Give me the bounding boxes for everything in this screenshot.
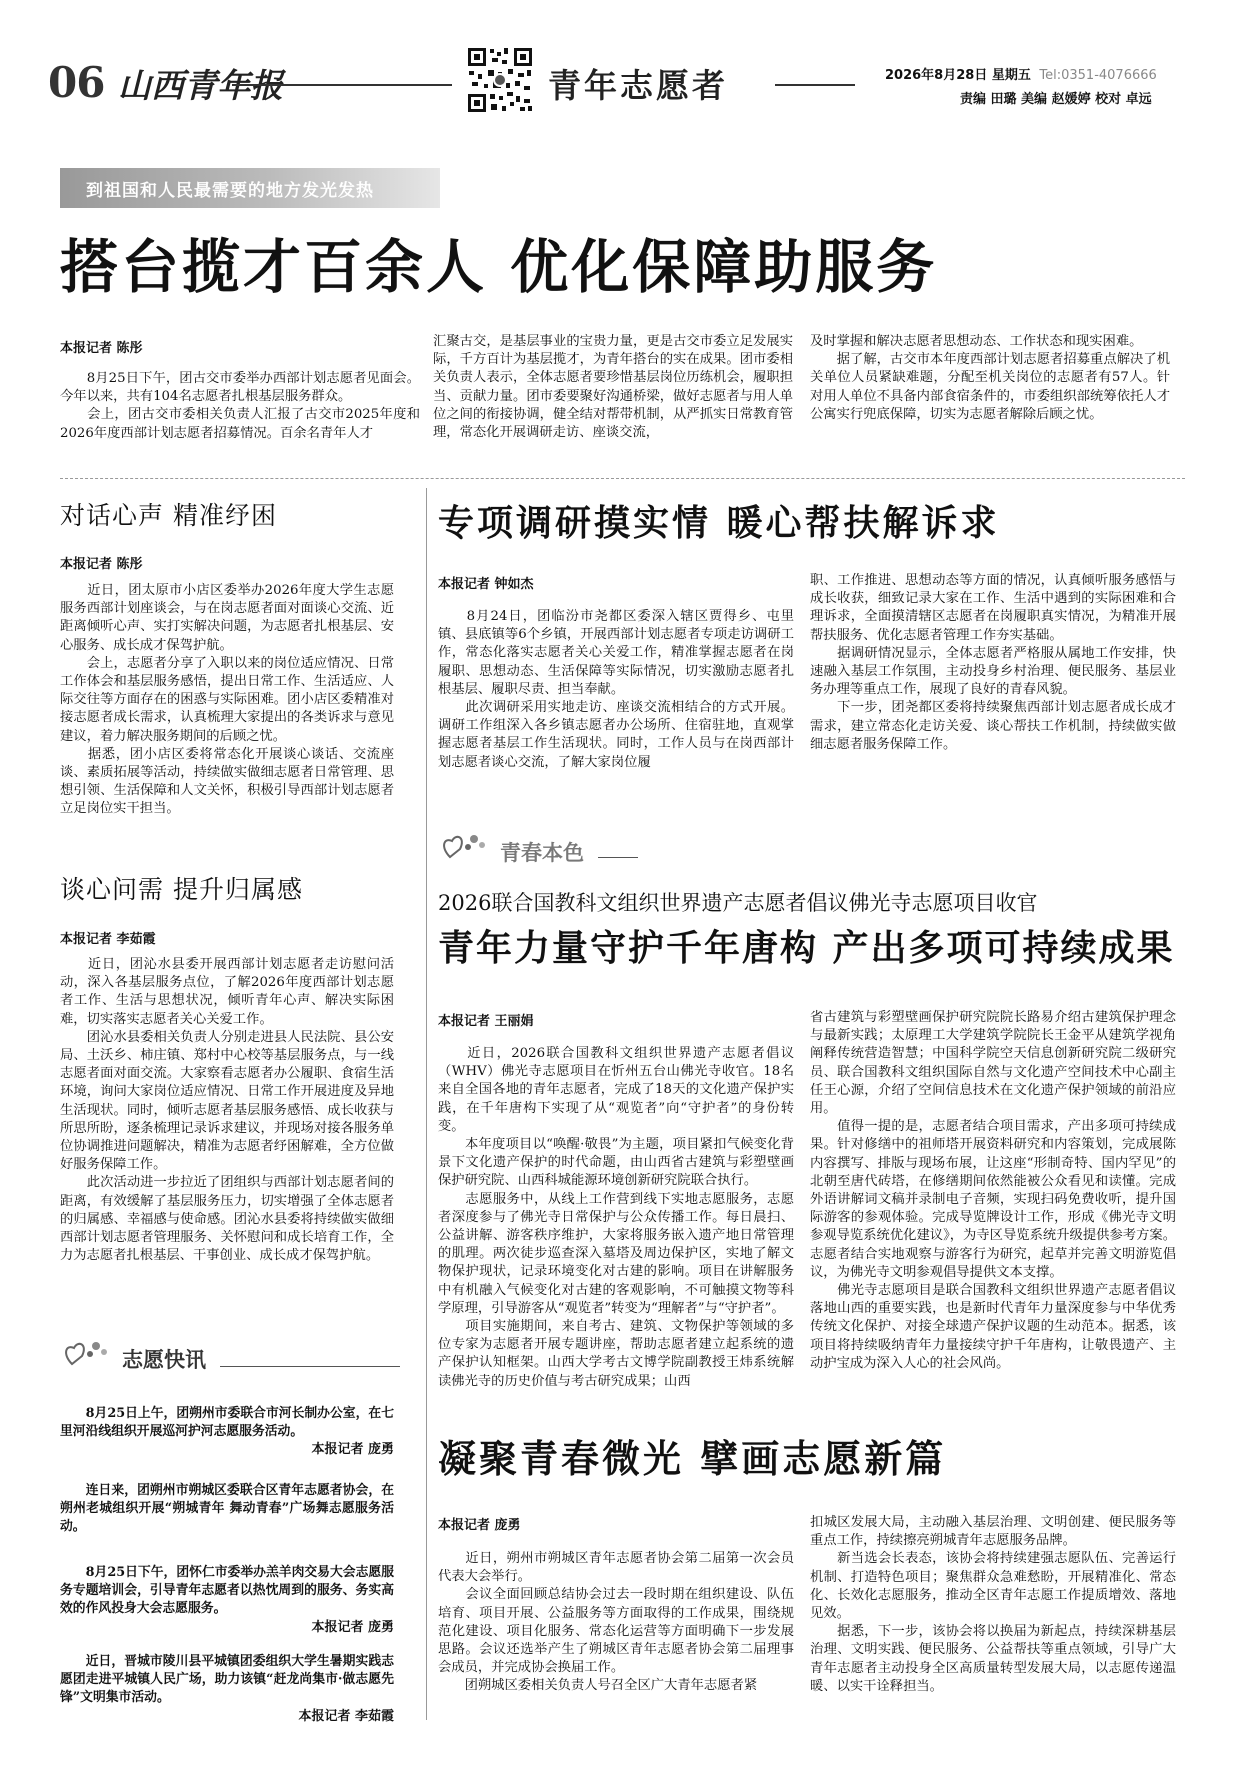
kuaixun-item [60, 1564, 394, 1637]
qr-code-icon [466, 46, 534, 114]
kuaixun-item [60, 1653, 394, 1726]
kuaixun-item-text: 连日来，团朔州市朔城区委联合区青年志愿者协会，在朔州老城组织开展“朔城青年 舞动青春”广场舞志愿服务活动。 [60, 1483, 394, 1535]
kuaixun-item [60, 1482, 394, 1537]
article-d-col-2: 省古建筑与彩塑壁画保护研究院院长路易介绍古建筑保护理念与最新实践；太原理工大学建筑学院院长王金平从建筑学视角阐释传统营造智慧；中国科学院空天信息创新研究院二级研究员、联合国教科文组织国际自然与文化遗产空间技术中心副主任王心源，介绍了空间信息技术在文化遗产保护领域的前沿应用。 值得一提的是，志愿者结合项目需求，产出多项可持续成果。针对修缮中的祖师塔开展资料研究和内容策划，完成展陈内容撰写、排版与现场布展，让这座“形制奇特、国内罕见”的北朝至唐代砖塔，在修缮期间依然能被公众看见和读懂。完成外语讲解词文稿并录制电子音频，实现扫码免费收听，提升国际游客的参观体验。完成导览牌设计工作，形成《佛光寺文明参观导览系统优化建议》，为寺区导览系统升级提供参考方案。志愿者结合实地观察与游客行为研究，起草并完善文明游览倡议，为佛光寺文明参观倡导提供文本支撑。 佛光寺志愿项目是联合国教科文组织世界遗产志愿者倡议落地山西的重要实践，也是新时代青年力量深度参与中华优秀传统文化保护、对接全球遗产保护议题的生动范本。据悉，该项目将持续吸纳青年力量接续守护千年唐构，让敬畏遗产、主动护宝成为深入人心的社会风尚。 [810, 1010, 1176, 1371]
heart-hands-icon [438, 829, 498, 869]
article-d-byline: 本报记者 王丽娟 [438, 1014, 534, 1029]
qingchun-rule [598, 857, 638, 858]
date-text: 2026年8月28日 星期五 [885, 68, 1031, 83]
article-c-col-1: 8月24日，团临汾市尧都区委深入辖区贾得乡、屯里镇、县底镇等6个乡镇，开展西部计划志愿者专项走访调研工作，常态化落实志愿者关心关爱工作，精准掌握志愿者在岗履职、思想动态、生活保障等实际情况，切实激励志愿者扎根基层、履职尽责、担当奉献。 此次调研采用实地走访、座谈交流相结合的方式开展。调研工作组深入各乡镇志愿者办公场所、住宿驻地，直观掌握志愿者基层工作生活现状。同时，工作人员与在岗西部计划志愿者谈心交流，了解大家岗位履 [438, 609, 794, 770]
article-a-byline: 本报记者 陈彤 [60, 557, 143, 572]
section-title: 青年志愿者 [548, 66, 728, 105]
qingchun-tag [438, 829, 638, 869]
kuaixun-item-text: 8月25日上午，团朔州市委联合市河长制办公室，在七里河沿线组织开展巡河护河志愿服务活动。 [60, 1406, 394, 1440]
article-e-col-2: 扣城区发展大局，主动融入基层治理、文明创建、便民服务等重点工作，持续擦亮朔城青年志愿服务品牌。 新当选会长表态，该协会将持续建强志愿队伍、完善运行机制、打造特色项目；聚焦群众急难愁盼，开展精准化、常态化、长效化志愿服务，推动全区青年志愿工作提质增效、落地见效。 据悉，下一步，该协会将以换届为新起点，持续深耕基层治理、文明实践、便民服务、公益帮扶等重点领域，引导广大青年志愿者主动投身全区高质量转型发展大局，以志愿传递温暖、以实干诠释担当。 [810, 1515, 1176, 1694]
article-b-title: 谈心问需 提升归属感 [60, 875, 303, 904]
article-a-title: 对话心声 精准纾困 [60, 501, 277, 530]
masthead-rule-right [775, 84, 855, 86]
kuaixun-label: 志愿快讯 [122, 1348, 206, 1372]
issue-date [885, 64, 1157, 83]
kuaixun-item-author: 本报记者 庞勇 [311, 1442, 394, 1458]
kuaixun-item-author: 本报记者 李茹霞 [298, 1708, 394, 1724]
kuaixun-item [60, 1405, 394, 1459]
article-d-kicker: 2026联合国教科文组织世界遗产志愿者倡议佛光寺志愿项目收官 [438, 891, 1038, 915]
article-b-text: 近日，团沁水县委开展西部计划志愿者走访慰问活动，深入各基层服务点位，了解2026年度西部计划志愿者工作、生活与思想状况，倾听青年心声、解决实际困难，切实落实志愿者关心关爱工作。 团沁水县委相关负责人分别走进县人民法院、县公安局、土沃乡、柿庄镇、郑村中心校等基层服务点，与一线志愿者面对面交流。大家察看志愿者办公履职、食宿生活环境，询问大家岗位适应情况、日常工作开展进度及异地生活现状。同时，倾听志愿者基层服务感悟、成长收获与所思所盼，逐条梳理记录诉求建议，并现场对接各服务单位协调推进问题解决，精准为志愿者纾困解难，全方位做好服务保障工作。 此次活动进一步拉近了团组织与西部计划志愿者间的距离，有效缓解了基层服务压力，切实增强了全体志愿者的归属感、幸福感与使命感。团沁水县委将持续做实做细西部计划志愿者管理服务、关怀慰问和成长培育工作，全力为志愿者扎根基层、干事创业、成长成才保驾护航。 [60, 957, 394, 1264]
paper-logo: 山西青年报 [118, 66, 283, 105]
page-number: 06 [48, 58, 105, 107]
article-e-title: 凝聚青春微光 擘画志愿新篇 [438, 1437, 947, 1481]
banner-headline: 搭台揽才百余人 优化保障助服务 [60, 233, 938, 301]
tel-text: Tel:0351-4076666 [1039, 68, 1157, 83]
article-d-title: 青年力量守护千年唐构 产出多项可持续成果 [438, 928, 1175, 969]
banner-col-3: 及时掌握和解决志愿者思想动态、工作状态和现实困难。 据了解，古交市本年度西部计划志愿者招募重点解决了机关单位人员紧缺难题，分配至机关岗位的志愿者有57人。针对用人单位不具备内部食宿条件的，市委组织部统筹依托人才公寓实行兜底保障，切实为志愿者解除后顾之忧。 [810, 334, 1170, 422]
heart-hands-icon [60, 1336, 120, 1376]
kuaixun-item-text: 8月25日下午，团怀仁市委举办羔羊肉交易大会志愿服务专题培训会，引导青年志愿者以热忱周到的服务、务实高效的作风投身大会志愿服务。 [60, 1565, 394, 1617]
editor-credits: 责编 田璐 美编 赵媛婷 校对 卓远 [960, 92, 1152, 107]
article-b-byline: 本报记者 李茹霞 [60, 932, 156, 947]
article-c-col-2: 职、工作推进、思想动态等方面的情况，认真倾听服务感悟与成长收获，细致记录大家在工作、生活中遇到的实际困难和合理诉求，全面摸清辖区志愿者在岗履职真实情况，为精准开展帮扶服务、优化志愿者管理工作夯实基础。 据调研情况显示，全体志愿者严格服从属地工作安排，快速融入基层工作氛围，主动投身乡村治理、便民服务、基层业务办理等重点工作，展现了良好的青春风貌。 下一步，团尧都区委将持续聚焦西部计划志愿者成长成才需求，建立常态化走访关爱、谈心帮扶工作机制，持续做实做细志愿者服务保障工作。 [810, 573, 1176, 752]
article-c-title: 专项调研摸实情 暖心帮扶解诉求 [438, 503, 1000, 544]
slogan-text: 到祖国和人民最需要的地方发光发热 [86, 181, 374, 201]
article-c-byline: 本报记者 钟如杰 [438, 577, 534, 592]
banner-col-2: 汇聚古交，是基层事业的宝贵力量，更是古交市委立足发展实际，千方百计为基层揽才，为青年搭台的实在成果。团市委相关负责人表示，全体志愿者要珍惜基层岗位历练机会，履职担当、贡献力量。团市委要聚好沟通桥梁，做好志愿者与用人单位之间的衔接协调，健全结对帮带机制，从严抓实日常教育管理，常态化开展调研走访、座谈交流， [433, 334, 793, 441]
article-e-byline: 本报记者 庞勇 [438, 1518, 521, 1533]
left-column-rule [426, 488, 427, 1720]
banner-col-1: 8月25日下午，团古交市委举办西部计划志愿者见面会。今年以来，共有104名志愿者扎根基层服务群众。 会上，团古交市委相关负责人汇报了古交市2025年度和2026年度西部计划志愿者招募情况。百余名青年人才 [60, 371, 420, 441]
qingchun-label: 青春本色 [500, 841, 584, 865]
slogan-banner [60, 168, 440, 208]
banner-byline: 本报记者 陈彤 [60, 341, 143, 356]
article-a-text: 近日，团太原市小店区委举办2026年度大学生志愿服务西部计划座谈会，与在岗志愿者面对面谈心交流、近距离倾听心声、实打实解决问题，为志愿者扎根基层、安心服务、成长成才保驾护航。 会上，志愿者分享了入职以来的岗位适应情况、日常工作体会和基层服务感悟，提出日常工作、生活适应、人际交往等方面存在的困惑与实际困难。团小店区委精准对接志愿者成长需求，认真梳理大家提出的各类诉求与意见建议，着力解决服务期间的后顾之忧。 据悉，团小店区委将常态化开展谈心谈话、交流座谈、素质拓展等活动，持续做实做细志愿者日常管理、思想引领、生活保障和人文关怀，积极引导西部计划志愿者立足岗位实干担当。 [60, 583, 394, 817]
masthead-rule-left [232, 84, 452, 86]
kuaixun-header [60, 1336, 400, 1376]
article-d-col-1: 近日，2026联合国教科文组织世界遗产志愿者倡议（WHV）佛光寺志愿项目在忻州五台山佛光寺收官。18名来自全国各地的青年志愿者，完成了18天的文化遗产保护实践，在千年唐构下实现了从“观览者”向“守护者”的身份转变。 本年度项目以“唤醒·敬畏”为主题，项目紧扣气候变化背景下文化遗产保护的时代命题，由山西省古建筑与彩塑壁画保护研究院、山西科城能源环境创新研究院联合执行。 志愿服务中，从线上工作营到线下实地志愿服务，志愿者深度参与了佛光寺日常保护与公众传播工作。每日晨扫、公益讲解、游客秩序维护，大家将服务嵌入遗产地日常管理的肌理。两次徒步巡查深入墓塔及周边保护区，实地了解文物保护现状，记录环境变化对古建的影响。项目在讲解服务中有机融入气候变化对古建的客观影响，不可触摸文物等科学原理，引导游客从“观览者”转变为“理解者”与“守护者”。 项目实施期间，来自考古、建筑、文物保护等领域的多位专家为志愿者开展专题讲座，帮助志愿者建立起系统的遗产保护认知框架。山西大学考古文博学院副教授王炜系统解读佛光寺的历史价值与考古研究成果；山西 [438, 1046, 794, 1389]
divider-after-banner [60, 478, 1185, 479]
article-e-col-1: 近日，朔州市朔城区青年志愿者协会第二届第一次会员代表大会举行。 会议全面回顾总结协会过去一段时期在组织建设、队伍培育、项目开展、公益服务等方面取得的工作成果，围绕规范化建设、项目化服务、常态化运营等方面明确下一步发展思路。会议还选举产生了朔城区青年志愿者协会第二届理事会成员，并完成协会换届工作。 团朔城区委相关负责人号召全区广大青年志愿者紧 [438, 1551, 794, 1694]
kuaixun-item-text: 近日，晋城市陵川县平城镇团委组织大学生暑期实践志愿团走进平城镇人民广场，助力该镇“赶龙尚集市·做志愿先锋”文明集市活动。 [60, 1654, 394, 1706]
kuaixun-rule [220, 1366, 400, 1367]
kuaixun-item-author: 本报记者 庞勇 [311, 1619, 394, 1635]
